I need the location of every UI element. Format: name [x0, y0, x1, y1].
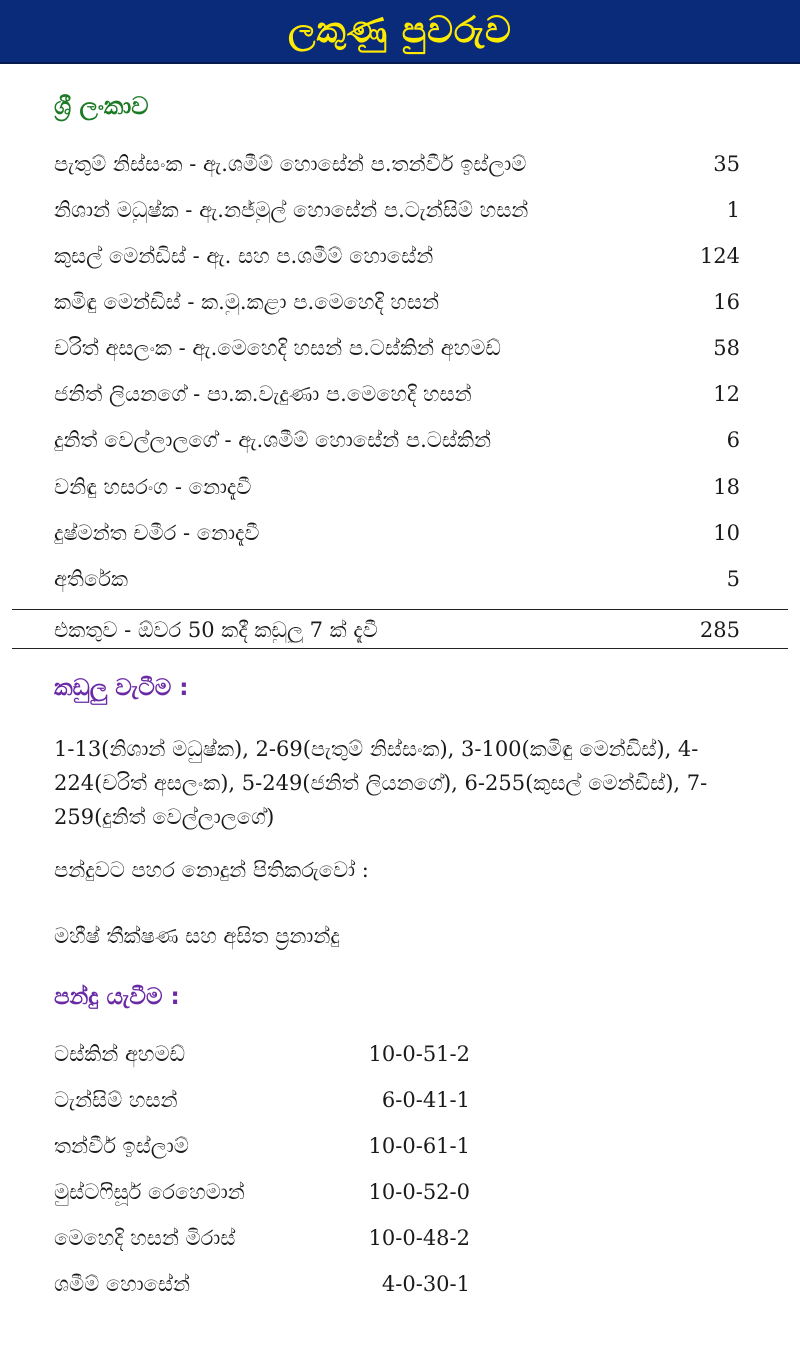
bowler-name: ටැන්සිම් හසන්: [54, 1087, 178, 1112]
batting-desc: දුෂ්මන්ත චමීර - නොදැවී: [54, 520, 260, 545]
batting-desc: නිශාන් මධුෂ්ක - ඇ.නජ්මුල් හොසේන් ප.ටැන්සිම් හසන්: [54, 197, 529, 222]
bowling-figures: 10-0-61-1: [368, 1134, 470, 1158]
batting-row: [54, 467, 740, 507]
batting-row: [54, 420, 740, 460]
bowler-name: තන්වීර් ඉස්ලාම්: [54, 1133, 189, 1158]
total-row: [54, 610, 740, 650]
batting-desc: කමිඳු මෙන්ඩිස් - ක.මු.කළා ප.මෙහෙදි හසන්: [54, 289, 440, 314]
bowling-figures: 4-0-30-1: [381, 1272, 470, 1296]
batting-runs: 1: [726, 198, 740, 222]
bowling-row: [54, 1264, 470, 1304]
did-not-bat-names: මහීෂ් තීක්ෂණ සහ අසිත ප්‍රනාන්දු: [54, 924, 340, 948]
bowling-row: [54, 1034, 470, 1074]
fall-of-wickets-heading: කඩුලු වැටීම :: [54, 675, 189, 701]
batting-runs: 124: [699, 244, 740, 268]
extras-label: අතිරේක: [54, 566, 129, 591]
batting-row: [54, 328, 740, 368]
batting-runs: 16: [713, 290, 740, 314]
extras-row: [54, 559, 740, 599]
batting-desc: ජනිත් ලියනගේ - පා.ක.වැදුණා ප.මෙහෙදි හසන්: [54, 381, 472, 406]
bowler-name: මෙහෙදි හසන් මිරාස්: [54, 1225, 236, 1250]
total-label: එකතුව - ඕවර 50 කදී කඩුලු 7 ක් දැවී: [54, 617, 378, 642]
batting-desc: දුනිත් වෙල්ලාලගේ - ඇ.ශමීම් හොසේන් ප.ටස්කින්: [54, 427, 492, 452]
batting-row: [54, 513, 740, 553]
extras-runs: 5: [726, 567, 740, 591]
batting-desc: වනිඳු හසරංග - නොදැවී: [54, 474, 252, 499]
did-not-bat-label: පන්දුවට පහර නොදුන් පිතිකරුවෝ :: [54, 858, 369, 882]
batting-row: [54, 282, 740, 322]
bowling-figures: 10-0-52-0: [368, 1180, 470, 1204]
bowling-heading: පන්දු යැවීම :: [54, 984, 180, 1010]
batting-row: [54, 190, 740, 230]
bowling-row: [54, 1080, 470, 1120]
batting-row: [54, 144, 740, 184]
total-runs: 285: [699, 618, 740, 642]
batting-desc: චරිත් අසලංක - ඇ.මෙහෙදි හසන් ප.ටස්කින් අහමඩ්: [54, 335, 501, 360]
header-banner: [0, 0, 800, 64]
batting-row: [54, 374, 740, 414]
bowler-name: ශමීම් හොසේන්: [54, 1271, 191, 1296]
batting-row: [54, 236, 740, 276]
batting-runs: 18: [713, 475, 740, 499]
bowling-row: [54, 1172, 470, 1212]
batting-runs: 35: [713, 152, 740, 176]
batting-runs: 10: [713, 521, 740, 545]
batting-runs: 12: [713, 382, 740, 406]
fall-of-wickets-text: 1-13(නිශාන් මධුෂ්ක), 2-69(පැතුම් නිස්සංක), 3-100(කමිඳු මෙන්ඩිස්), 4-224(චරිත් අසලංක), 5-249(ජනිත් ලියනගේ), 6-255(කුසල් මෙන්ඩිස්), 7-259(දුනිත් වෙල්ලාලගේ): [54, 737, 708, 829]
bowler-name: ටස්කින් අහමඩ්: [54, 1041, 186, 1066]
page-title: ලකුණු පුවරුව: [288, 10, 512, 51]
divider: [12, 648, 788, 649]
bowling-figures: 10-0-51-2: [368, 1042, 470, 1066]
bowler-name: මුස්ටෆිසූර් රෙහෙමාන්: [54, 1179, 245, 1204]
bowling-figures: 10-0-48-2: [368, 1226, 470, 1250]
batting-runs: 6: [726, 428, 740, 452]
bowling-row: [54, 1218, 470, 1258]
team-name: ශ්‍රී ලංකාව: [54, 92, 149, 120]
batting-runs: 58: [713, 336, 740, 360]
batting-desc: පැතුම් නිස්සංක - ඇ.ශමීම් හොසේන් ප.තන්වීර් ඉස්ලාම්: [54, 151, 527, 176]
bowling-figures: 6-0-41-1: [381, 1088, 470, 1112]
bowling-row: [54, 1126, 470, 1166]
batting-desc: කුසල් මෙන්ඩිස් - ඇ. සහ ප.ශමීම් හොසේන්: [54, 243, 434, 268]
